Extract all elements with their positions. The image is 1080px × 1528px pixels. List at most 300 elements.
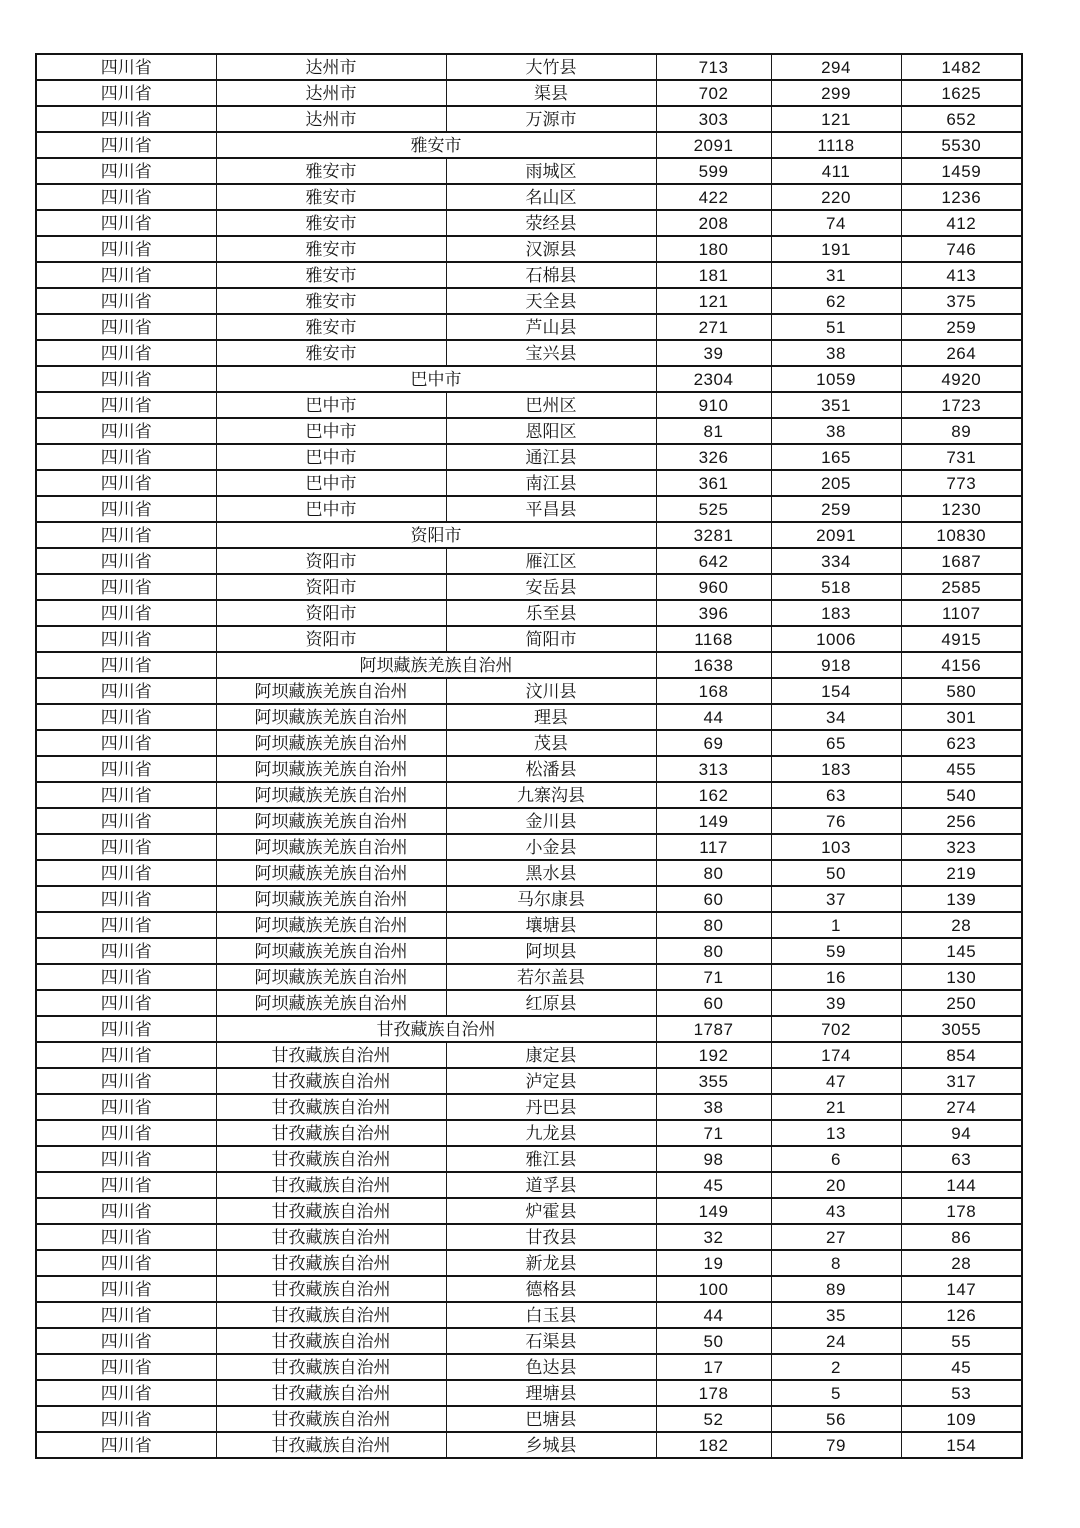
city-summary-row [36, 522, 1022, 548]
province-cell: 四川省 [36, 236, 216, 262]
province-cell: 四川省 [36, 496, 216, 522]
county-cell: 康定县 [446, 1042, 656, 1068]
county-cell: 泸定县 [446, 1068, 656, 1094]
value-cell: 1118 [771, 132, 901, 158]
city-cell: 阿坝藏族羌族自治州 [216, 886, 446, 912]
province-cell: 四川省 [36, 756, 216, 782]
value-cell: 183 [771, 756, 901, 782]
value-cell: 525 [656, 496, 771, 522]
county-cell: 恩阳区 [446, 418, 656, 444]
value-cell: 71 [656, 1120, 771, 1146]
city-cell: 甘孜藏族自治州 [216, 1068, 446, 1094]
value-cell: 960 [656, 574, 771, 600]
city-cell: 甘孜藏族自治州 [216, 1094, 446, 1120]
value-cell: 303 [656, 106, 771, 132]
county-cell: 红原县 [446, 990, 656, 1016]
value-cell: 191 [771, 236, 901, 262]
value-cell: 773 [901, 470, 1022, 496]
value-cell: 219 [901, 860, 1022, 886]
value-cell: 89 [901, 418, 1022, 444]
value-cell: 6 [771, 1146, 901, 1172]
value-cell: 1787 [656, 1016, 771, 1042]
province-cell: 四川省 [36, 886, 216, 912]
table-row [36, 1250, 1022, 1276]
city-summary-row [36, 132, 1022, 158]
value-cell: 37 [771, 886, 901, 912]
value-cell: 19 [656, 1250, 771, 1276]
table-row [36, 626, 1022, 652]
table-row [36, 1042, 1022, 1068]
city-cell: 雅安市 [216, 210, 446, 236]
table-row [36, 444, 1022, 470]
value-cell: 2091 [656, 132, 771, 158]
value-cell: 1482 [901, 54, 1022, 80]
province-cell: 四川省 [36, 548, 216, 574]
value-cell: 71 [656, 964, 771, 990]
province-cell: 四川省 [36, 106, 216, 132]
value-cell: 38 [656, 1094, 771, 1120]
value-cell: 60 [656, 886, 771, 912]
county-cell: 色达县 [446, 1354, 656, 1380]
city-cell: 巴中市 [216, 444, 446, 470]
value-cell: 1168 [656, 626, 771, 652]
value-cell: 174 [771, 1042, 901, 1068]
value-cell: 599 [656, 158, 771, 184]
value-cell: 182 [656, 1432, 771, 1458]
value-cell: 94 [901, 1120, 1022, 1146]
value-cell: 1625 [901, 80, 1022, 106]
county-cell: 汶川县 [446, 678, 656, 704]
value-cell: 2 [771, 1354, 901, 1380]
city-cell: 雅安市 [216, 184, 446, 210]
value-cell: 79 [771, 1432, 901, 1458]
value-cell: 8 [771, 1250, 901, 1276]
province-cell: 四川省 [36, 1276, 216, 1302]
county-cell: 金川县 [446, 808, 656, 834]
city-cell: 资阳市 [216, 600, 446, 626]
city-cell: 达州市 [216, 106, 446, 132]
value-cell: 74 [771, 210, 901, 236]
table-row [36, 808, 1022, 834]
value-cell: 1107 [901, 600, 1022, 626]
province-cell: 四川省 [36, 1406, 216, 1432]
table-row [36, 184, 1022, 210]
value-cell: 5 [771, 1380, 901, 1406]
province-cell: 四川省 [36, 860, 216, 886]
value-cell: 375 [901, 288, 1022, 314]
value-cell: 518 [771, 574, 901, 600]
value-cell: 165 [771, 444, 901, 470]
value-cell: 100 [656, 1276, 771, 1302]
city-cell: 甘孜藏族自治州 [216, 1406, 446, 1432]
city-cell: 阿坝藏族羌族自治州 [216, 808, 446, 834]
county-cell: 甘孜县 [446, 1224, 656, 1250]
table-row [36, 158, 1022, 184]
value-cell: 178 [656, 1380, 771, 1406]
value-cell: 162 [656, 782, 771, 808]
value-cell: 746 [901, 236, 1022, 262]
province-cell: 四川省 [36, 210, 216, 236]
province-cell: 四川省 [36, 444, 216, 470]
value-cell: 910 [656, 392, 771, 418]
city-cell: 阿坝藏族羌族自治州 [216, 704, 446, 730]
county-cell: 九寨沟县 [446, 782, 656, 808]
province-cell: 四川省 [36, 938, 216, 964]
province-cell: 四川省 [36, 80, 216, 106]
county-cell: 阿坝县 [446, 938, 656, 964]
value-cell: 1723 [901, 392, 1022, 418]
province-cell: 四川省 [36, 158, 216, 184]
value-cell: 580 [901, 678, 1022, 704]
county-cell: 壤塘县 [446, 912, 656, 938]
value-cell: 81 [656, 418, 771, 444]
county-cell: 南江县 [446, 470, 656, 496]
province-cell: 四川省 [36, 184, 216, 210]
city-cell: 甘孜藏族自治州 [216, 1250, 446, 1276]
city-cell: 雅安市 [216, 340, 446, 366]
province-cell: 四川省 [36, 392, 216, 418]
table-row [36, 730, 1022, 756]
table-row [36, 496, 1022, 522]
value-cell: 299 [771, 80, 901, 106]
province-cell: 四川省 [36, 1146, 216, 1172]
county-cell: 简阳市 [446, 626, 656, 652]
value-cell: 355 [656, 1068, 771, 1094]
value-cell: 50 [656, 1328, 771, 1354]
value-cell: 411 [771, 158, 901, 184]
value-cell: 4156 [901, 652, 1022, 678]
table-row [36, 912, 1022, 938]
value-cell: 17 [656, 1354, 771, 1380]
table-body [36, 54, 1022, 1458]
table-row [36, 106, 1022, 132]
value-cell: 47 [771, 1068, 901, 1094]
value-cell: 56 [771, 1406, 901, 1432]
value-cell: 178 [901, 1198, 1022, 1224]
value-cell: 271 [656, 314, 771, 340]
province-cell: 四川省 [36, 1172, 216, 1198]
city-cell: 阿坝藏族羌族自治州 [216, 938, 446, 964]
value-cell: 121 [656, 288, 771, 314]
province-cell: 四川省 [36, 132, 216, 158]
province-cell: 四川省 [36, 288, 216, 314]
value-cell: 652 [901, 106, 1022, 132]
table-row [36, 1094, 1022, 1120]
table-row [36, 236, 1022, 262]
county-cell: 巴州区 [446, 392, 656, 418]
value-cell: 208 [656, 210, 771, 236]
value-cell: 103 [771, 834, 901, 860]
province-cell: 四川省 [36, 1016, 216, 1042]
value-cell: 121 [771, 106, 901, 132]
value-cell: 52 [656, 1406, 771, 1432]
value-cell: 183 [771, 600, 901, 626]
value-cell: 259 [771, 496, 901, 522]
value-cell: 149 [656, 1198, 771, 1224]
city-cell: 资阳市 [216, 574, 446, 600]
value-cell: 149 [656, 808, 771, 834]
county-cell: 荥经县 [446, 210, 656, 236]
value-cell: 205 [771, 470, 901, 496]
value-cell: 323 [901, 834, 1022, 860]
value-cell: 422 [656, 184, 771, 210]
value-cell: 139 [901, 886, 1022, 912]
province-cell: 四川省 [36, 1328, 216, 1354]
province-cell: 四川省 [36, 730, 216, 756]
city-cell: 甘孜藏族自治州 [216, 1042, 446, 1068]
county-cell: 汉源县 [446, 236, 656, 262]
table-row [36, 1146, 1022, 1172]
city-cell: 雅安市 [216, 314, 446, 340]
value-cell: 702 [656, 80, 771, 106]
value-cell: 3281 [656, 522, 771, 548]
county-cell: 宝兴县 [446, 340, 656, 366]
value-cell: 130 [901, 964, 1022, 990]
county-cell: 德格县 [446, 1276, 656, 1302]
province-cell: 四川省 [36, 418, 216, 444]
value-cell: 28 [901, 912, 1022, 938]
county-cell: 名山区 [446, 184, 656, 210]
county-cell: 理塘县 [446, 1380, 656, 1406]
value-cell: 351 [771, 392, 901, 418]
city-cell: 阿坝藏族羌族自治州 [216, 912, 446, 938]
value-cell: 55 [901, 1328, 1022, 1354]
city-cell: 阿坝藏族羌族自治州 [216, 964, 446, 990]
city-cell: 甘孜藏族自治州 [216, 1120, 446, 1146]
table-row [36, 54, 1022, 80]
value-cell: 220 [771, 184, 901, 210]
province-cell: 四川省 [36, 652, 216, 678]
value-cell: 38 [771, 418, 901, 444]
value-cell: 109 [901, 1406, 1022, 1432]
province-cell: 四川省 [36, 340, 216, 366]
table-row [36, 288, 1022, 314]
city-summary-row [36, 1016, 1022, 1042]
county-cell: 小金县 [446, 834, 656, 860]
city-group-cell: 阿坝藏族羌族自治州 [216, 652, 656, 678]
value-cell: 24 [771, 1328, 901, 1354]
province-cell: 四川省 [36, 1068, 216, 1094]
value-cell: 259 [901, 314, 1022, 340]
value-cell: 28 [901, 1250, 1022, 1276]
city-cell: 达州市 [216, 54, 446, 80]
table-row [36, 964, 1022, 990]
table-row [36, 1172, 1022, 1198]
county-cell: 九龙县 [446, 1120, 656, 1146]
value-cell: 1687 [901, 548, 1022, 574]
value-cell: 4915 [901, 626, 1022, 652]
county-cell: 马尔康县 [446, 886, 656, 912]
county-cell: 炉霍县 [446, 1198, 656, 1224]
county-cell: 雨城区 [446, 158, 656, 184]
value-cell: 39 [656, 340, 771, 366]
province-cell: 四川省 [36, 808, 216, 834]
table-row [36, 1406, 1022, 1432]
value-cell: 98 [656, 1146, 771, 1172]
county-cell: 安岳县 [446, 574, 656, 600]
city-cell: 资阳市 [216, 626, 446, 652]
city-cell: 甘孜藏族自治州 [216, 1380, 446, 1406]
value-cell: 89 [771, 1276, 901, 1302]
city-cell: 甘孜藏族自治州 [216, 1276, 446, 1302]
province-cell: 四川省 [36, 600, 216, 626]
value-cell: 20 [771, 1172, 901, 1198]
value-cell: 4920 [901, 366, 1022, 392]
value-cell: 274 [901, 1094, 1022, 1120]
value-cell: 1006 [771, 626, 901, 652]
value-cell: 69 [656, 730, 771, 756]
city-cell: 甘孜藏族自治州 [216, 1146, 446, 1172]
value-cell: 317 [901, 1068, 1022, 1094]
table-row [36, 1328, 1022, 1354]
table-row [36, 314, 1022, 340]
table-row [36, 470, 1022, 496]
province-cell: 四川省 [36, 678, 216, 704]
province-cell: 四川省 [36, 1380, 216, 1406]
value-cell: 34 [771, 704, 901, 730]
province-cell: 四川省 [36, 1250, 216, 1276]
value-cell: 51 [771, 314, 901, 340]
value-cell: 1059 [771, 366, 901, 392]
value-cell: 250 [901, 990, 1022, 1016]
value-cell: 86 [901, 1224, 1022, 1250]
value-cell: 2304 [656, 366, 771, 392]
value-cell: 10830 [901, 522, 1022, 548]
county-cell: 石渠县 [446, 1328, 656, 1354]
table-row [36, 1380, 1022, 1406]
county-cell: 茂县 [446, 730, 656, 756]
city-cell: 阿坝藏族羌族自治州 [216, 730, 446, 756]
value-cell: 63 [771, 782, 901, 808]
county-cell: 新龙县 [446, 1250, 656, 1276]
province-cell: 四川省 [36, 626, 216, 652]
city-group-cell: 巴中市 [216, 366, 656, 392]
table-row [36, 418, 1022, 444]
value-cell: 53 [901, 1380, 1022, 1406]
value-cell: 1236 [901, 184, 1022, 210]
value-cell: 50 [771, 860, 901, 886]
value-cell: 1230 [901, 496, 1022, 522]
city-cell: 阿坝藏族羌族自治州 [216, 834, 446, 860]
county-cell: 巴塘县 [446, 1406, 656, 1432]
county-cell: 乡城县 [446, 1432, 656, 1458]
table-row [36, 938, 1022, 964]
city-group-cell: 甘孜藏族自治州 [216, 1016, 656, 1042]
province-cell: 四川省 [36, 1094, 216, 1120]
table-row [36, 210, 1022, 236]
table-row [36, 262, 1022, 288]
value-cell: 413 [901, 262, 1022, 288]
value-cell: 62 [771, 288, 901, 314]
city-cell: 甘孜藏族自治州 [216, 1302, 446, 1328]
value-cell: 455 [901, 756, 1022, 782]
county-cell: 松潘县 [446, 756, 656, 782]
value-cell: 918 [771, 652, 901, 678]
table-row [36, 834, 1022, 860]
county-cell: 大竹县 [446, 54, 656, 80]
city-cell: 达州市 [216, 80, 446, 106]
value-cell: 301 [901, 704, 1022, 730]
table-row [36, 1432, 1022, 1458]
county-cell: 黑水县 [446, 860, 656, 886]
value-cell: 180 [656, 236, 771, 262]
province-cell: 四川省 [36, 1198, 216, 1224]
table-row [36, 600, 1022, 626]
value-cell: 854 [901, 1042, 1022, 1068]
value-cell: 294 [771, 54, 901, 80]
value-cell: 1638 [656, 652, 771, 678]
city-group-cell: 资阳市 [216, 522, 656, 548]
value-cell: 2585 [901, 574, 1022, 600]
value-cell: 39 [771, 990, 901, 1016]
county-cell: 芦山县 [446, 314, 656, 340]
table-row [36, 1068, 1022, 1094]
province-cell: 四川省 [36, 834, 216, 860]
city-cell: 巴中市 [216, 470, 446, 496]
value-cell: 44 [656, 1302, 771, 1328]
value-cell: 31 [771, 262, 901, 288]
value-cell: 80 [656, 860, 771, 886]
county-cell: 万源市 [446, 106, 656, 132]
value-cell: 80 [656, 912, 771, 938]
value-cell: 65 [771, 730, 901, 756]
province-cell: 四川省 [36, 1302, 216, 1328]
value-cell: 45 [901, 1354, 1022, 1380]
city-cell: 甘孜藏族自治州 [216, 1198, 446, 1224]
province-cell: 四川省 [36, 262, 216, 288]
table-row [36, 1224, 1022, 1250]
value-cell: 731 [901, 444, 1022, 470]
province-cell: 四川省 [36, 1432, 216, 1458]
statistics-table-container [35, 53, 1023, 1459]
province-cell: 四川省 [36, 782, 216, 808]
value-cell: 35 [771, 1302, 901, 1328]
county-cell: 天全县 [446, 288, 656, 314]
value-cell: 3055 [901, 1016, 1022, 1042]
table-row [36, 1302, 1022, 1328]
county-cell: 通江县 [446, 444, 656, 470]
value-cell: 32 [656, 1224, 771, 1250]
table-row [36, 704, 1022, 730]
province-cell: 四川省 [36, 54, 216, 80]
value-cell: 642 [656, 548, 771, 574]
province-cell: 四川省 [36, 314, 216, 340]
province-cell: 四川省 [36, 990, 216, 1016]
value-cell: 45 [656, 1172, 771, 1198]
city-cell: 雅安市 [216, 236, 446, 262]
county-cell: 雁江区 [446, 548, 656, 574]
value-cell: 27 [771, 1224, 901, 1250]
county-cell: 平昌县 [446, 496, 656, 522]
county-cell: 道孚县 [446, 1172, 656, 1198]
table-row [36, 340, 1022, 366]
province-cell: 四川省 [36, 912, 216, 938]
table-row [36, 756, 1022, 782]
table-row [36, 990, 1022, 1016]
value-cell: 5530 [901, 132, 1022, 158]
table-row [36, 574, 1022, 600]
table-row [36, 392, 1022, 418]
table-row [36, 782, 1022, 808]
value-cell: 702 [771, 1016, 901, 1042]
value-cell: 38 [771, 340, 901, 366]
county-cell: 雅江县 [446, 1146, 656, 1172]
city-cell: 甘孜藏族自治州 [216, 1354, 446, 1380]
county-cell: 乐至县 [446, 600, 656, 626]
value-cell: 13 [771, 1120, 901, 1146]
county-cell: 若尔盖县 [446, 964, 656, 990]
province-cell: 四川省 [36, 470, 216, 496]
